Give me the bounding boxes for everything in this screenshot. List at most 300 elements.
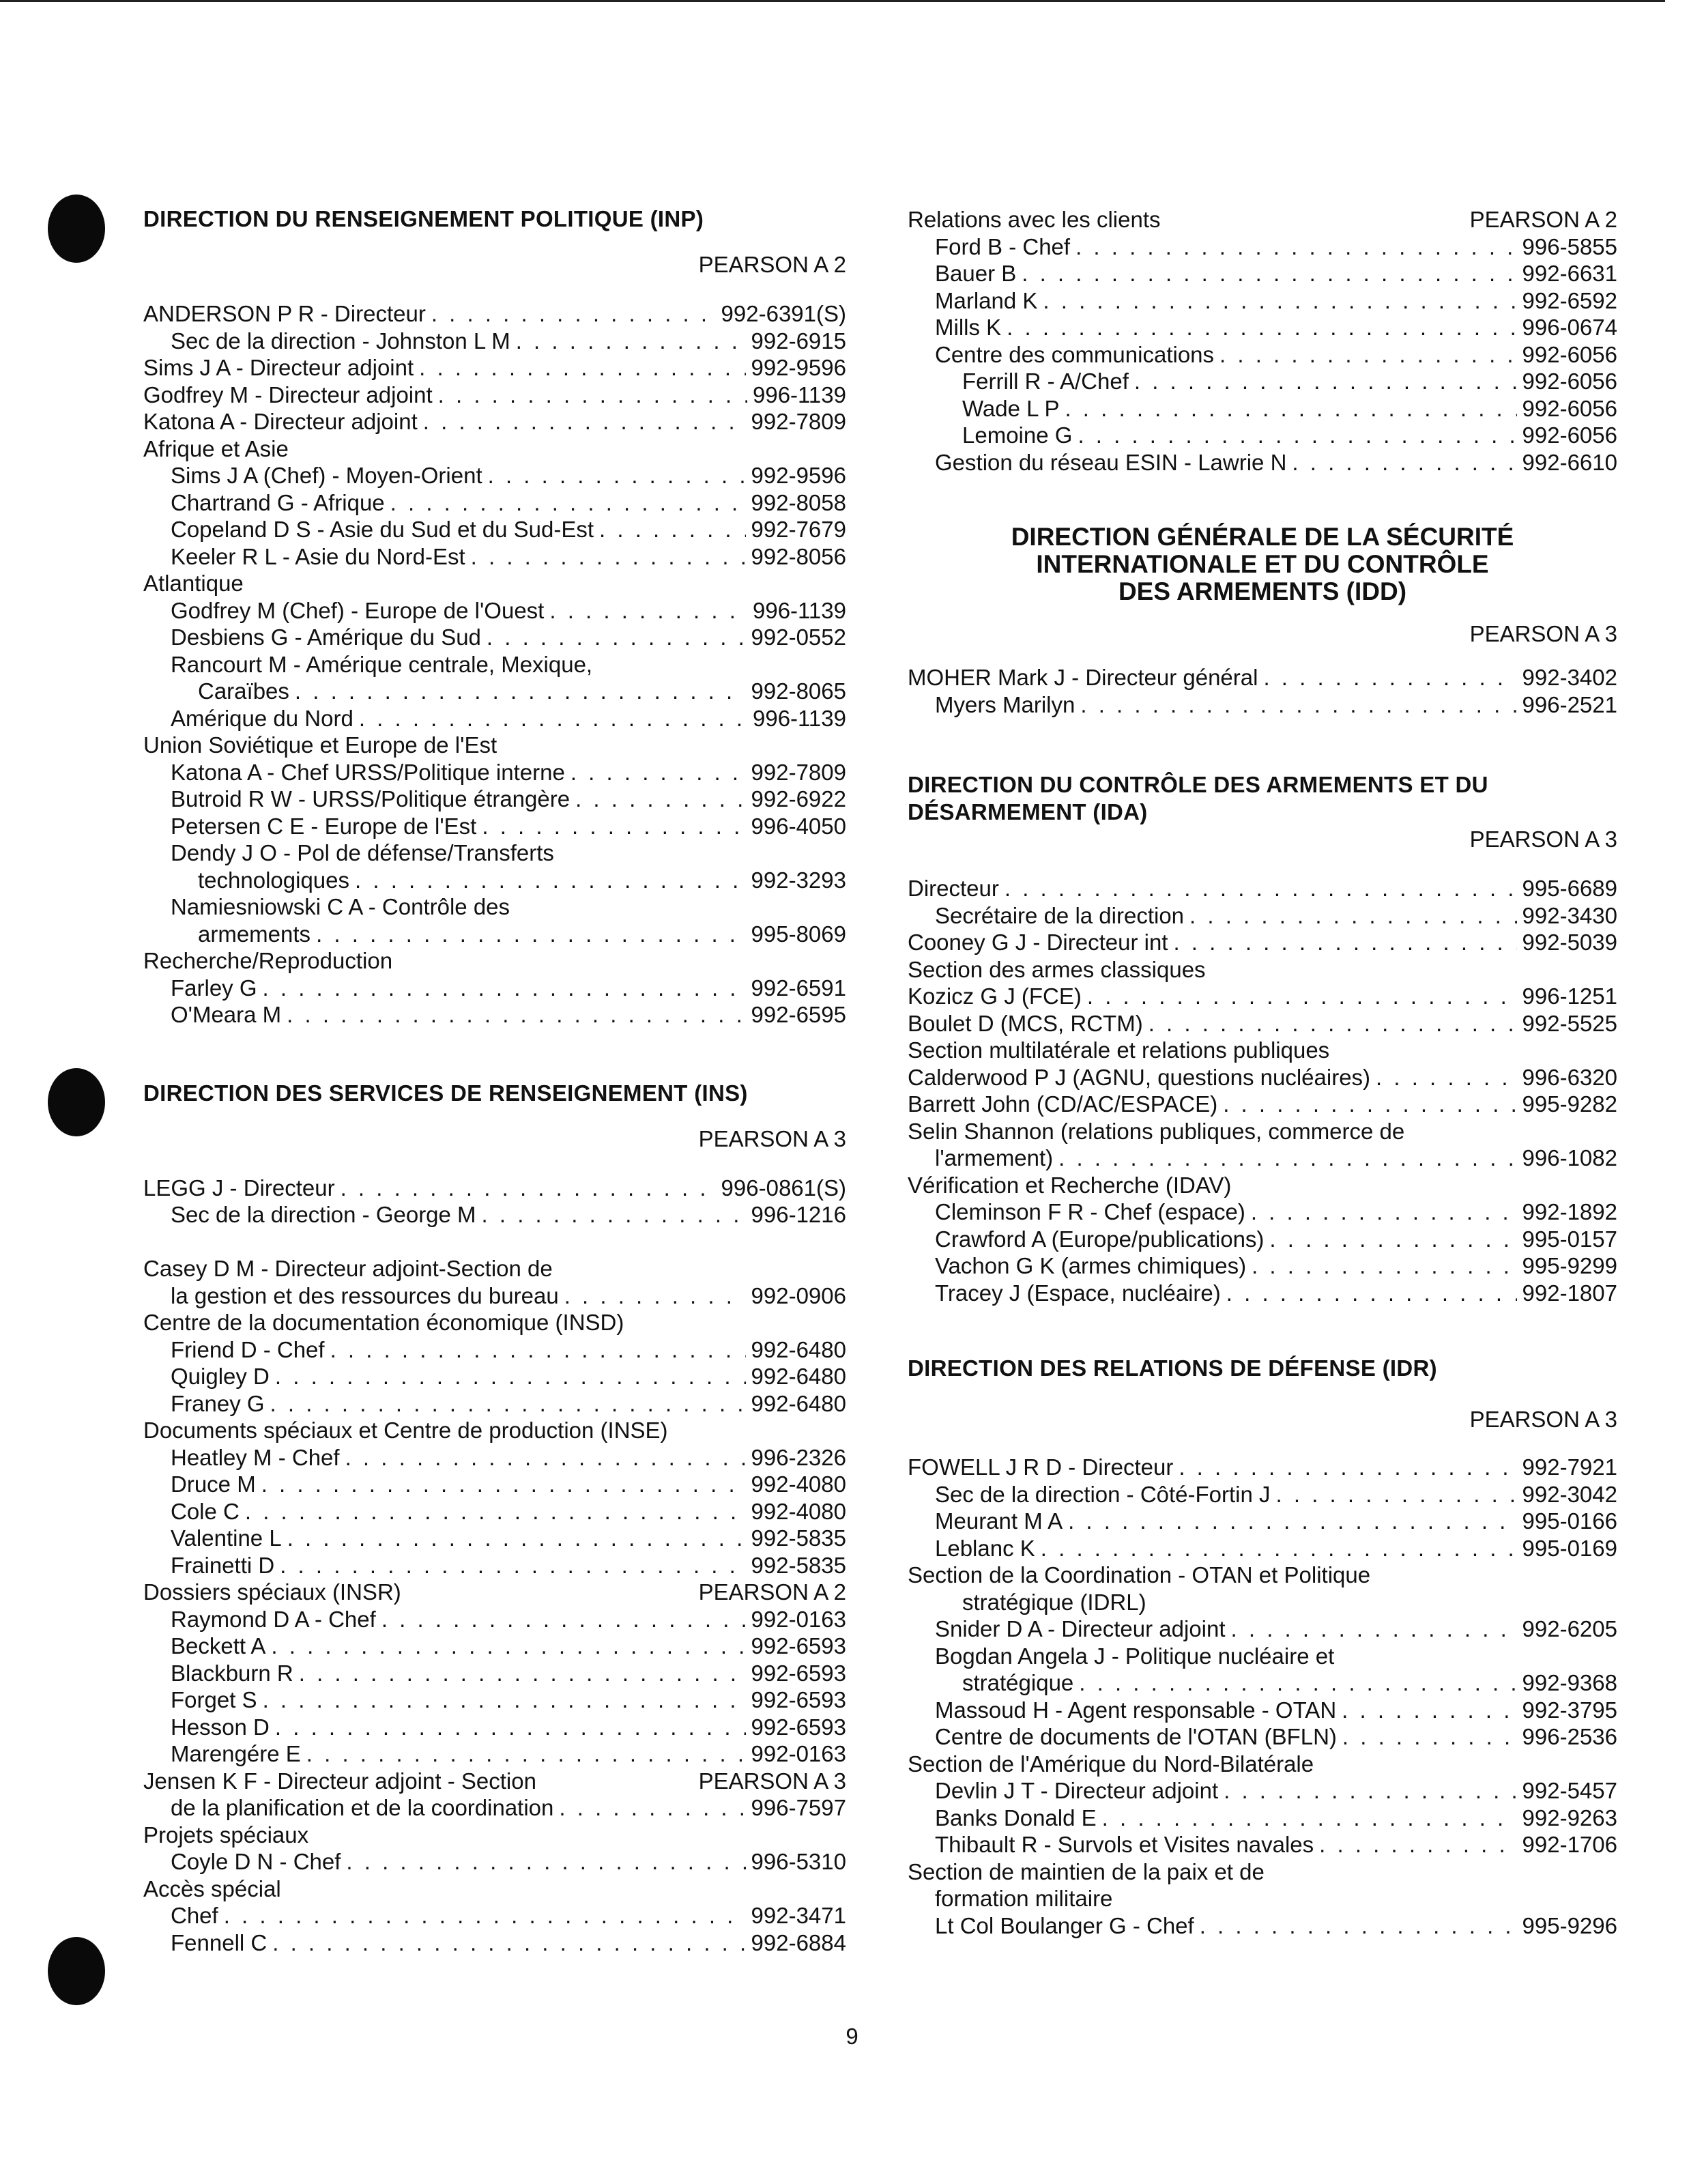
entry-phone: 992-6922 — [751, 786, 846, 811]
directory-entry — [143, 1714, 846, 1741]
entry-name: Fennell C — [171, 1929, 268, 1955]
entry-phone: 992-3042 — [1522, 1481, 1617, 1507]
entry-name: de la planification et de la coordination — [171, 1795, 554, 1820]
entry-name: Jensen K F - Directeur adjoint - Section — [143, 1768, 536, 1794]
entry-phone: 992-5835 — [751, 1525, 846, 1551]
dot-leader — [245, 1498, 746, 1525]
dot-leader — [1078, 422, 1516, 449]
entry-phone: 992-5457 — [1522, 1778, 1617, 1803]
directory-entry — [143, 1471, 846, 1498]
entry-name: Centre de documents de l'OTAN (BFLN) — [935, 1724, 1337, 1749]
client-relations-list — [908, 206, 1617, 476]
entry-name: Secrétaire de la direction — [935, 902, 1185, 928]
directory-entry — [908, 1643, 1617, 1670]
directory-entry — [143, 300, 846, 328]
directory-entry — [143, 1794, 846, 1822]
entry-phone: 995-9296 — [1522, 1912, 1617, 1938]
entry-phone: 992-6480 — [751, 1364, 846, 1389]
entry-name: Gestion du réseau ESIN - Lawrie N — [935, 449, 1287, 475]
section-location: PEARSON A 3 — [1469, 827, 1617, 852]
dot-leader — [261, 1471, 746, 1498]
entry-phone: 992-9596 — [751, 463, 846, 488]
entry-phone: 996-0861(S) — [721, 1175, 846, 1201]
directory-entry — [143, 921, 846, 948]
dot-leader — [516, 328, 746, 355]
dot-leader — [471, 543, 746, 571]
directory-entry — [143, 1498, 846, 1525]
entry-phone: 995-6689 — [1522, 876, 1617, 901]
entry-name: Vérification et Recherche (IDAV) — [908, 1172, 1232, 1198]
dot-leader — [1005, 875, 1517, 902]
entry-phone: 992-9368 — [1522, 1670, 1617, 1695]
entry-name: Katona A - Chef URSS/Politique interne — [171, 759, 565, 785]
entry-phone: 992-7921 — [1522, 1454, 1617, 1480]
dot-leader — [346, 1848, 745, 1876]
binder-hole-top — [48, 195, 105, 263]
directory-entry — [908, 1723, 1617, 1751]
directory-entry — [143, 462, 846, 489]
dot-leader — [482, 1201, 746, 1228]
directory-entry — [143, 1282, 846, 1310]
entry-phone: 992-6884 — [751, 1929, 846, 1955]
entry-phone: 992-6915 — [751, 328, 846, 354]
entry-name: Ferrill R - A/Chef — [962, 369, 1129, 394]
directory-entry — [143, 1606, 846, 1633]
directory-entry — [908, 1252, 1617, 1280]
entry-phone: 992-5835 — [751, 1552, 846, 1578]
dot-leader — [599, 516, 745, 543]
entry-phone: 996-2521 — [1522, 691, 1617, 717]
entry-name: Section multilatérale et relations publiques — [908, 1037, 1330, 1063]
section-location: PEARSON A 3 — [1469, 621, 1617, 646]
dot-leader — [316, 921, 745, 948]
directory-entry — [908, 341, 1617, 369]
entry-name: Thibault R - Survols et Visites navales — [935, 1832, 1314, 1857]
directory-entry — [143, 1768, 846, 1795]
directory-entry — [143, 893, 846, 921]
title-line: DIRECTION DU CONTRÔLE DES ARMEMENTS ET DU — [908, 772, 1488, 797]
entry-name: Katona A - Directeur adjoint — [143, 409, 418, 434]
entry-phone: 992-1892 — [1522, 1199, 1617, 1224]
entry-phone: 992-7809 — [751, 409, 846, 434]
directory-entry — [143, 1740, 846, 1768]
entry-phone: 995-9282 — [1522, 1091, 1617, 1117]
entry-phone: 992-6480 — [751, 1390, 846, 1416]
entry-phone: 996-0674 — [1522, 315, 1617, 340]
entry-name: Desbiens G - Amérique du Sud — [171, 624, 481, 650]
directory-entry — [908, 1508, 1617, 1535]
entry-name: Frainetti D — [171, 1552, 275, 1578]
entry-name: Section de maintien de la paix et de — [908, 1858, 1265, 1884]
title-line: DES ARMEMENTS (IDD) — [1118, 577, 1407, 605]
directory-entry — [143, 1201, 846, 1228]
dot-leader — [1252, 1252, 1516, 1280]
directory-entry — [143, 651, 846, 678]
entry-phone: 995-0166 — [1522, 1508, 1617, 1534]
directory-entry — [908, 929, 1617, 956]
directory-entry — [143, 732, 846, 759]
dot-leader — [419, 354, 745, 382]
directory-entry — [908, 449, 1617, 476]
directory-entry — [143, 1876, 846, 1903]
directory-entry — [143, 1848, 846, 1876]
entry-phone: 992-0552 — [751, 624, 846, 650]
entry-phone: 996-1139 — [752, 382, 846, 407]
entry-phone: 992-6391(S) — [721, 301, 846, 326]
directory-entry — [908, 1454, 1617, 1481]
binder-hole-middle — [48, 1068, 105, 1136]
entry-name: Barrett John (CD/AC/ESPACE) — [908, 1091, 1218, 1117]
dot-leader — [1058, 1145, 1516, 1172]
directory-entry — [908, 1805, 1617, 1832]
ida-entry-list — [908, 875, 1617, 1306]
dot-leader — [1080, 691, 1516, 719]
entry-phone: 995-0169 — [1522, 1535, 1617, 1561]
directory-entry — [908, 1912, 1617, 1940]
entry-name: Raymond D A - Chef — [171, 1606, 376, 1632]
entry-phone: 992-6205 — [1522, 1616, 1617, 1641]
entry-phone: 992-6056 — [1522, 395, 1617, 421]
directory-entry — [908, 422, 1617, 449]
entry-name: Cooney G J - Directeur int — [908, 930, 1168, 955]
dot-leader — [295, 678, 746, 705]
entry-name: FOWELL J R D - Directeur — [908, 1454, 1174, 1480]
dot-leader — [1075, 233, 1516, 261]
directory-entry — [143, 813, 846, 840]
entry-name: Boulet D (MCS, RCTM) — [908, 1010, 1143, 1036]
section-title-idr: DIRECTION DES RELATIONS DE DÉFENSE (IDR) — [908, 1355, 1437, 1381]
directory-entry — [908, 1145, 1617, 1172]
entry-name: Lemoine G — [962, 422, 1073, 448]
entry-name: Projets spéciaux — [143, 1822, 309, 1848]
directory-entry — [143, 705, 846, 732]
dot-leader — [1226, 1280, 1517, 1307]
entry-name: Sec de la direction - Côté-Fortin J — [935, 1481, 1271, 1507]
entry-name: Section des armes classiques — [908, 956, 1206, 982]
entry-phone: 992-6595 — [751, 1002, 846, 1027]
directory-entry — [908, 1777, 1617, 1805]
entry-phone: 992-6591 — [751, 975, 846, 1001]
entry-name: Caraïbes — [198, 678, 289, 704]
entry-phone: 992-7809 — [751, 759, 846, 785]
entry-name: Bogdan Angela J - Politique nucléaire et — [935, 1643, 1335, 1669]
directory-entry — [143, 1228, 846, 1256]
entry-name: Cole C — [171, 1498, 240, 1524]
dot-leader — [549, 597, 747, 624]
entry-name: Snider D A - Directeur adjoint — [935, 1616, 1226, 1641]
directory-entry — [143, 1822, 846, 1849]
entry-name: Centre de la documentation économique (INSD) — [143, 1310, 624, 1335]
page-number: 9 — [846, 2024, 858, 2049]
dot-leader — [275, 1363, 746, 1390]
entry-name: Blackburn R — [171, 1660, 293, 1686]
dot-leader — [1022, 260, 1516, 287]
entry-phone: 992-4080 — [751, 1498, 846, 1524]
entry-phone: 992-6056 — [1522, 369, 1617, 394]
title-line: INTERNATIONALE ET DU CONTRÔLE — [1036, 550, 1489, 578]
entry-name: la gestion et des ressources du bureau — [171, 1282, 559, 1308]
entry-name: Massoud H - Agent responsable - OTAN — [935, 1697, 1337, 1723]
entry-phone: 992-3402 — [1522, 665, 1617, 690]
dot-leader — [1134, 368, 1517, 395]
entry-phone: 992-6593 — [751, 1660, 846, 1686]
entry-name: stratégique — [962, 1670, 1074, 1695]
directory-entry — [908, 1615, 1617, 1643]
entry-name: Godfrey M - Directeur adjoint — [143, 382, 433, 407]
entry-name: formation militaire — [935, 1886, 1113, 1911]
entry-name: Chartrand G - Afrique — [171, 489, 385, 515]
entry-name: Namiesniowski C A - Contrôle des — [171, 894, 510, 919]
directory-entry — [908, 902, 1617, 930]
dot-leader — [263, 1686, 746, 1714]
directory-entry — [143, 1363, 846, 1390]
dot-leader — [272, 1929, 745, 1957]
entry-name: Sims J A (Chef) - Moyen-Orient — [171, 463, 482, 488]
directory-entry — [143, 597, 846, 624]
directory-entry — [143, 489, 846, 517]
entry-name: Friend D - Chef — [171, 1336, 325, 1362]
entry-phone: 992-6056 — [1522, 422, 1617, 448]
dot-leader — [1231, 1615, 1517, 1643]
directory-entry — [908, 314, 1617, 341]
directory-entry — [908, 1562, 1617, 1589]
dot-leader — [270, 1390, 746, 1418]
directory-entry — [908, 287, 1617, 315]
entry-name: stratégique (IDRL) — [962, 1589, 1146, 1615]
entry-phone: 992-0163 — [751, 1606, 846, 1632]
directory-entry — [143, 678, 846, 705]
entry-name: Bauer B — [935, 261, 1017, 286]
entry-phone: 992-3430 — [1522, 902, 1617, 928]
entry-name: Recherche/Reproduction — [143, 948, 393, 973]
entry-phone: 996-2536 — [1522, 1724, 1617, 1749]
entry-phone: 992-8056 — [751, 543, 846, 569]
directory-entry — [143, 354, 846, 382]
directory-entry — [908, 395, 1617, 422]
entry-phone: 992-9263 — [1522, 1805, 1617, 1830]
ins-entry-list — [143, 1175, 846, 1957]
entry-name: Wade L P — [962, 395, 1060, 421]
dot-leader — [438, 382, 747, 409]
entry-phone: 995-0157 — [1522, 1226, 1617, 1252]
dot-leader — [1149, 1010, 1517, 1037]
entry-phone: 992-3471 — [751, 1903, 846, 1928]
entry-phone: 992-7679 — [751, 517, 846, 542]
directory-entry — [143, 408, 846, 435]
directory-entry — [143, 328, 846, 355]
top-edge-line — [0, 0, 1665, 2]
entry-phone: 992-6480 — [751, 1336, 846, 1362]
entry-name: Crawford A (Europe/publications) — [935, 1226, 1265, 1252]
dot-leader — [359, 705, 747, 732]
directory-entry — [908, 1198, 1617, 1226]
entry-phone: 992-6593 — [751, 1687, 846, 1712]
entry-name: Directeur — [908, 876, 999, 901]
entry-phone: 992-8065 — [751, 678, 846, 704]
dot-leader — [1223, 1091, 1516, 1118]
directory-entry — [143, 570, 846, 597]
directory-entry — [143, 624, 846, 651]
entry-name: Sims J A - Directeur adjoint — [143, 355, 414, 380]
entry-phone: 996-6320 — [1522, 1064, 1617, 1090]
directory-entry — [908, 1280, 1617, 1307]
directory-entry — [908, 664, 1617, 691]
entry-phone: 995-9299 — [1522, 1253, 1617, 1278]
dot-leader — [1087, 983, 1517, 1010]
dot-leader — [280, 1552, 745, 1579]
directory-entry — [143, 1579, 846, 1606]
dot-leader — [306, 1740, 746, 1768]
dot-leader — [1269, 1226, 1516, 1253]
directory-entry — [143, 1001, 846, 1029]
entry-name: Cleminson F R - Chef (espace) — [935, 1199, 1245, 1224]
entry-name: Sec de la direction - George M — [171, 1202, 476, 1227]
entry-phone: 996-5855 — [1522, 233, 1617, 259]
inp-entry-list — [143, 300, 846, 1029]
entry-phone: 996-1082 — [1522, 1145, 1617, 1170]
dot-leader — [571, 759, 746, 786]
entry-phone: 992-3795 — [1522, 1697, 1617, 1723]
dot-leader — [1179, 1454, 1516, 1481]
entry-phone: 992-5039 — [1522, 930, 1617, 955]
dot-leader — [1276, 1481, 1517, 1508]
entry-name: Devlin J T - Directeur adjoint — [935, 1778, 1219, 1803]
directory-entry — [908, 1669, 1617, 1697]
entry-name: technologiques — [198, 867, 350, 893]
dot-leader — [287, 1525, 746, 1552]
entry-phone: 992-1807 — [1522, 1280, 1617, 1306]
entry-name: Meurant M A — [935, 1508, 1063, 1534]
directory-entry — [908, 1858, 1617, 1886]
dot-leader — [355, 867, 746, 894]
directory-entry — [908, 956, 1617, 983]
directory-entry — [908, 1091, 1617, 1118]
directory-entry — [143, 382, 846, 409]
entry-name: Druce M — [171, 1471, 256, 1497]
entry-location: PEARSON A 2 — [698, 1579, 846, 1605]
entry-name: Tracey J (Espace, nucléaire) — [935, 1280, 1221, 1306]
entry-name: l'armement) — [935, 1145, 1054, 1170]
directory-entry — [143, 1417, 846, 1444]
dot-leader — [1068, 1508, 1516, 1535]
entry-name: Copeland D S - Asie du Sud et du Sud-Est — [171, 517, 594, 542]
entry-location: PEARSON A 2 — [1469, 207, 1617, 232]
entry-phone: 996-1139 — [752, 705, 846, 731]
entry-name: Vachon G K (armes chimiques) — [935, 1253, 1247, 1278]
dot-leader — [390, 489, 746, 517]
directory-entry — [143, 1633, 846, 1660]
entry-name: Amérique du Nord — [171, 705, 353, 731]
title-line: DIRECTION GÉNÉRALE DE LA SÉCURITÉ — [1011, 523, 1514, 551]
directory-entry — [908, 983, 1617, 1010]
section-location: PEARSON A 3 — [1469, 1407, 1617, 1432]
dot-leader — [1263, 664, 1516, 691]
right-column — [908, 206, 1617, 1939]
directory-entry — [908, 1010, 1617, 1037]
directory-entry — [143, 1444, 846, 1471]
entry-name: Sec de la direction - Johnston L M — [171, 328, 510, 354]
section-title-idd — [908, 523, 1617, 605]
entry-name: Mills K — [935, 315, 1002, 340]
dot-leader — [275, 1714, 746, 1741]
entry-name: Marland K — [935, 287, 1038, 313]
entry-phone: 996-5310 — [751, 1849, 846, 1874]
directory-entry — [908, 875, 1617, 902]
directory-entry — [908, 206, 1617, 233]
entry-phone: 992-6593 — [751, 1714, 846, 1740]
dot-leader — [564, 1282, 746, 1310]
entry-name: Documents spéciaux et Centre de production (INSE) — [143, 1418, 668, 1443]
entry-phone: 995-8069 — [751, 921, 846, 947]
entry-name: ANDERSON P R - Directeur — [143, 301, 426, 326]
entry-name: Forget S — [171, 1687, 257, 1712]
entry-name: Section de l'Amérique du Nord-Bilatérale — [908, 1751, 1314, 1777]
entry-name: Kozicz G J (FCE) — [908, 983, 1082, 1009]
directory-entry — [908, 260, 1617, 287]
entry-name: Petersen C E - Europe de l'Est — [171, 813, 477, 839]
directory-entry — [143, 1390, 846, 1418]
section-title: DIRECTION DU RENSEIGNEMENT POLITIQUE (INP) — [143, 206, 704, 231]
entry-name: Myers Marilyn — [935, 691, 1075, 717]
directory-entry — [143, 1902, 846, 1929]
entry-phone: 992-0906 — [751, 1282, 846, 1308]
dot-leader — [1200, 1912, 1517, 1940]
dot-leader — [559, 1794, 745, 1822]
dot-leader — [487, 624, 746, 651]
entry-phone: 992-1706 — [1522, 1832, 1617, 1857]
dot-leader — [1224, 1777, 1516, 1805]
directory-entry — [143, 516, 846, 543]
dot-leader — [1251, 1198, 1517, 1226]
entry-phone: 992-5525 — [1522, 1010, 1617, 1036]
entry-phone: 996-4050 — [751, 813, 846, 839]
directory-entry — [143, 1552, 846, 1579]
directory-entry — [908, 1885, 1617, 1912]
directory-entry — [143, 867, 846, 894]
entry-phone: 996-2326 — [751, 1444, 846, 1470]
section-title-ida — [908, 771, 1617, 826]
dot-leader — [341, 1175, 716, 1202]
directory-entry — [143, 1660, 846, 1687]
binder-hole-bottom — [48, 1937, 105, 2005]
section-location: PEARSON A 2 — [698, 252, 846, 277]
dot-leader — [1041, 1535, 1517, 1562]
entry-phone: 992-6610 — [1522, 449, 1617, 475]
left-column — [143, 206, 846, 1956]
entry-name: Keeler R L - Asie du Nord-Est — [171, 543, 465, 569]
dot-leader — [1102, 1805, 1517, 1832]
entry-name: Leblanc K — [935, 1535, 1035, 1561]
entry-name: LEGG J - Directeur — [143, 1175, 335, 1201]
entry-name: Marengére E — [171, 1741, 301, 1766]
dot-leader — [482, 813, 745, 840]
entry-name: Selin Shannon (relations publiques, commerce de — [908, 1118, 1405, 1144]
entry-name: Rancourt M - Amérique centrale, Mexique, — [171, 651, 593, 677]
entry-name: Union Soviétique et Europe de l'Est — [143, 732, 497, 758]
entry-phone: 992-6593 — [751, 1633, 846, 1658]
entry-name: Lt Col Boulanger G - Chef — [935, 1912, 1194, 1938]
directory-entry — [908, 1226, 1617, 1253]
entry-phone: 992-9596 — [751, 355, 846, 380]
dot-leader — [381, 1606, 746, 1633]
entry-name: Quigley D — [171, 1364, 270, 1389]
section-location: PEARSON A 3 — [698, 1125, 846, 1151]
dot-leader — [575, 786, 745, 813]
entry-name: Godfrey M (Chef) - Europe de l'Ouest — [171, 597, 545, 623]
entry-location: PEARSON A 3 — [698, 1768, 846, 1794]
entry-name: Relations avec les clients — [908, 207, 1161, 232]
entry-name: Butroid R W - URSS/Politique étrangère — [171, 786, 571, 811]
